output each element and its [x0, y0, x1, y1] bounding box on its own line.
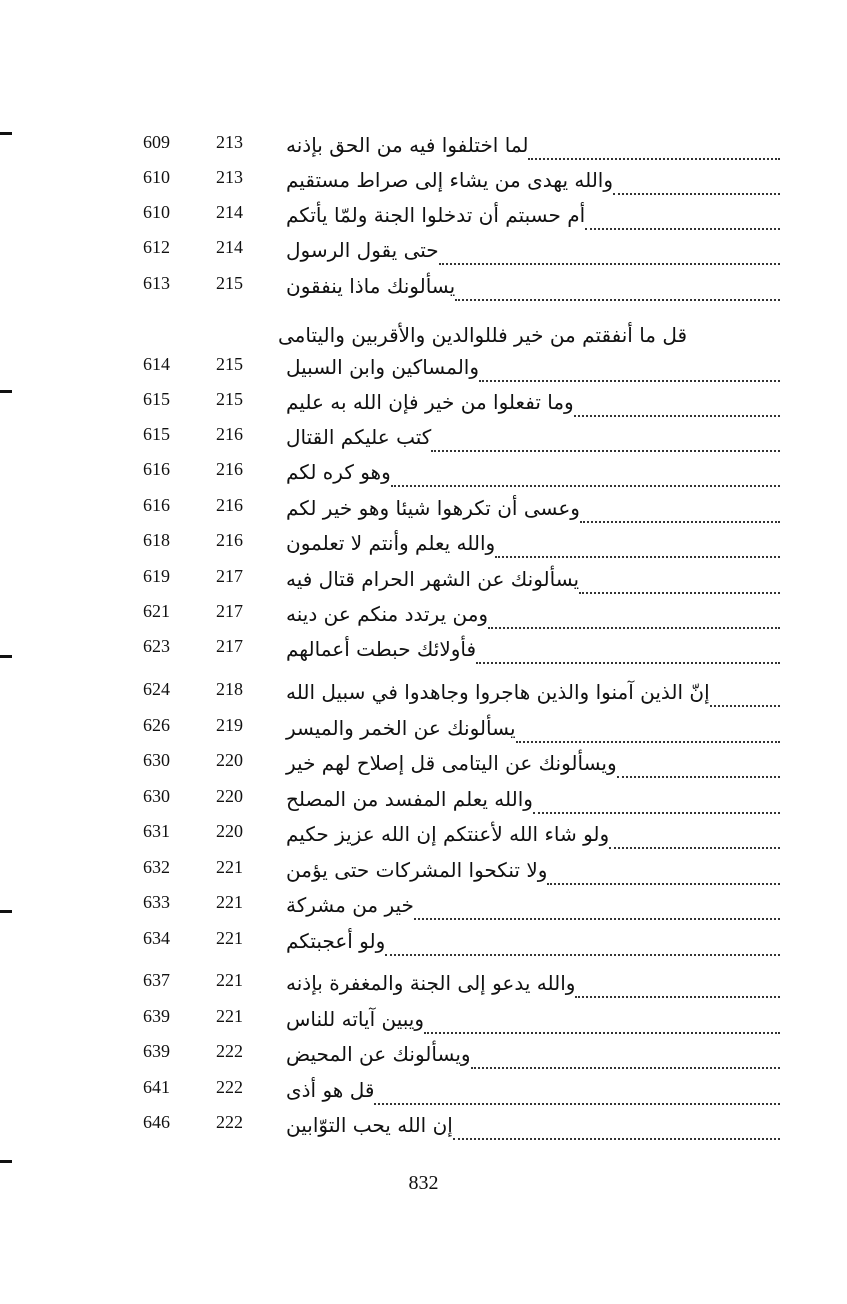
entry-text: يسألونك عن الخمر والميسر [286, 716, 516, 740]
reference-page-number: 612 [143, 237, 170, 257]
reference-page-number: 639 [143, 1041, 170, 1061]
toc-row [130, 924, 780, 958]
reference-page-number: 630 [143, 750, 170, 770]
toc-entry [278, 746, 780, 780]
entry-text: ومن يرتدد منكم عن دينه [286, 602, 489, 626]
dot-leader [533, 792, 780, 814]
toc-row [130, 853, 780, 887]
dot-leader [613, 173, 780, 195]
toc-entry [278, 1037, 780, 1071]
dot-leader [617, 756, 780, 778]
edge-mark [0, 655, 12, 658]
reference-page-number: 616 [143, 495, 170, 515]
toc-entry [278, 1002, 780, 1036]
toc-entry [278, 632, 780, 666]
reference-page-number: 646 [143, 1112, 170, 1132]
toc-entry [278, 711, 780, 745]
verse-number: 222 [216, 1077, 243, 1097]
toc-row [130, 233, 780, 267]
verse-number: 216 [216, 459, 243, 479]
toc-row-continued [130, 318, 780, 350]
verse-number: 213 [216, 167, 243, 187]
entry-text: وعسى أن تكرهوا شيئا وهو خير لكم [286, 496, 580, 520]
entry-text: ويبين آياته للناس [286, 1007, 424, 1031]
toc-entry [278, 1108, 780, 1142]
dot-leader [414, 898, 780, 920]
verse-number: 222 [216, 1112, 243, 1132]
verse-number: 221 [216, 892, 243, 912]
dot-leader [580, 501, 780, 523]
reference-page-number: 623 [143, 636, 170, 656]
reference-page-number: 634 [143, 928, 170, 948]
toc-row [130, 966, 780, 1000]
dot-leader [575, 976, 780, 998]
reference-page-number: 626 [143, 715, 170, 735]
toc-row [130, 675, 780, 709]
edge-mark [0, 1160, 12, 1163]
reference-page-number: 630 [143, 786, 170, 806]
dot-leader [385, 934, 780, 956]
toc-entry [278, 420, 780, 454]
toc-row [130, 163, 780, 197]
reference-page-number: 618 [143, 530, 170, 550]
toc-entry [278, 526, 780, 560]
toc-entry [278, 163, 780, 197]
verse-number: 215 [216, 273, 243, 293]
toc-entry [278, 1073, 780, 1107]
verse-number: 217 [216, 601, 243, 621]
verse-number: 215 [216, 354, 243, 374]
reference-page-number: 621 [143, 601, 170, 621]
entry-text: ولا تنكحوا المشركات حتى يؤمن [286, 858, 548, 882]
toc-row [130, 491, 780, 525]
entry-text: فأولائك حبطت أعمالهم [286, 637, 477, 661]
toc-entry [278, 491, 780, 525]
entry-text: قل ما أنفقتم من خير فللوالدين والأقربين واليتامى [278, 323, 688, 347]
entry-text: والله يدعو إلى الجنة والمغفرة بإذنه [286, 971, 576, 995]
dot-leader [453, 1118, 780, 1140]
entry-text: خير من مشركة [286, 893, 414, 917]
toc-row [130, 1037, 780, 1071]
dot-leader [439, 243, 780, 265]
dot-leader [479, 360, 780, 382]
verse-number: 221 [216, 1006, 243, 1026]
verse-number: 219 [216, 715, 243, 735]
toc-entry [278, 562, 780, 596]
entry-text: إنّ الذين آمنوا والذين هاجروا وجاهدوا في سبيل الله [286, 680, 710, 704]
toc-entry [278, 782, 780, 816]
entry-text: ويسألونك عن المحيض [286, 1042, 471, 1066]
toc-entry [278, 350, 780, 384]
entry-text: يسألونك ماذا ينفقون [286, 274, 456, 298]
entry-text: والله يعلم وأنتم لا تعلمون [286, 531, 496, 555]
dot-leader [574, 395, 780, 417]
entry-text: يسألونك عن الشهر الحرام قتال فيه [286, 567, 580, 591]
reference-page-number: 632 [143, 857, 170, 877]
dot-leader [431, 430, 780, 452]
reference-page-number: 615 [143, 424, 170, 444]
verse-number: 220 [216, 821, 243, 841]
toc-entry [278, 455, 780, 489]
toc-row [130, 1002, 780, 1036]
toc-row [130, 128, 780, 162]
dot-leader [547, 863, 780, 885]
toc-entry [278, 597, 780, 631]
edge-mark [0, 910, 12, 913]
dot-leader [488, 607, 780, 629]
toc-row [130, 632, 780, 666]
verse-number: 221 [216, 857, 243, 877]
entry-text: لما اختلفوا فيه من الحق بإذنه [286, 133, 529, 157]
entry-text: حتى يقول الرسول [286, 238, 439, 262]
dot-leader [471, 1047, 780, 1069]
page-number: 832 [408, 1172, 439, 1194]
entry-text: إن الله يحب التوّابين [286, 1113, 453, 1137]
reference-page-number: 631 [143, 821, 170, 841]
dot-leader [585, 208, 780, 230]
dot-leader [476, 642, 780, 664]
reference-page-number: 615 [143, 389, 170, 409]
toc-row [130, 597, 780, 631]
toc-entry [278, 966, 780, 1000]
entry-text: والله يهدى من يشاء إلى صراط مستقيم [286, 168, 614, 192]
entry-text: والمساكين وابن السبيل [286, 355, 480, 379]
entry-text: قل هو أذى [286, 1078, 375, 1102]
verse-number: 213 [216, 132, 243, 152]
toc-row [130, 562, 780, 596]
dot-leader [528, 138, 780, 160]
edge-mark [0, 390, 12, 393]
reference-page-number: 639 [143, 1006, 170, 1026]
toc-row [130, 1073, 780, 1107]
toc-entry [278, 128, 780, 162]
toc-entry [278, 853, 780, 887]
toc-row [130, 420, 780, 454]
verse-number: 214 [216, 237, 243, 257]
dot-leader [495, 536, 780, 558]
dot-leader [391, 465, 780, 487]
verse-number: 216 [216, 495, 243, 515]
reference-page-number: 624 [143, 679, 170, 699]
toc-row [130, 455, 780, 489]
toc-entry [278, 233, 780, 267]
toc-entry [278, 675, 780, 709]
entry-text: ولو شاء الله لأعنتكم إن الله عزيز حكيم [286, 822, 610, 846]
entry-text: كتب عليكم القتال [286, 425, 432, 449]
reference-page-number: 610 [143, 167, 170, 187]
verse-number: 222 [216, 1041, 243, 1061]
verse-number: 216 [216, 530, 243, 550]
reference-page-number: 613 [143, 273, 170, 293]
verse-number: 221 [216, 970, 243, 990]
verse-number: 215 [216, 389, 243, 409]
verse-number: 217 [216, 566, 243, 586]
toc-entry [278, 269, 780, 303]
entry-text: ويسألونك عن اليتامى قل إصلاح لهم خير [286, 751, 617, 775]
entry-text: والله يعلم المفسد من المصلح [286, 787, 533, 811]
dot-leader [374, 1083, 780, 1105]
toc-row [130, 269, 780, 303]
reference-page-number: 616 [143, 459, 170, 479]
toc-row [130, 746, 780, 780]
entry-text: وهو كره لكم [286, 460, 391, 484]
verse-number: 217 [216, 636, 243, 656]
reference-page-number: 633 [143, 892, 170, 912]
verse-number: 214 [216, 202, 243, 222]
verse-number: 218 [216, 679, 243, 699]
dot-leader [579, 572, 780, 594]
toc-row [130, 526, 780, 560]
verse-number: 216 [216, 424, 243, 444]
toc-entry [278, 198, 780, 232]
reference-page-number: 637 [143, 970, 170, 990]
toc-row [130, 782, 780, 816]
toc-entry [278, 817, 780, 851]
entry-text: ولو أعجبتكم [286, 929, 386, 953]
verse-number: 220 [216, 786, 243, 806]
toc-row [130, 711, 780, 745]
toc-row [130, 888, 780, 922]
verse-number: 220 [216, 750, 243, 770]
entry-text: أم حسبتم أن تدخلوا الجنة ولمّا يأتكم [286, 203, 586, 227]
reference-page-number: 619 [143, 566, 170, 586]
toc-entry [278, 924, 780, 958]
dot-leader [424, 1012, 780, 1034]
reference-page-number: 609 [143, 132, 170, 152]
toc-row [130, 385, 780, 419]
dot-leader [609, 827, 780, 849]
entry-text: وما تفعلوا من خير فإن الله به عليم [286, 390, 574, 414]
reference-page-number: 614 [143, 354, 170, 374]
toc-row [130, 1108, 780, 1142]
dot-leader [516, 721, 780, 743]
dot-leader [455, 279, 780, 301]
toc-entry [278, 385, 780, 419]
toc-row [130, 817, 780, 851]
edge-mark [0, 132, 12, 135]
toc-row [130, 350, 780, 384]
toc-entry [278, 888, 780, 922]
toc-row [130, 198, 780, 232]
dot-leader [710, 685, 780, 707]
reference-page-number: 641 [143, 1077, 170, 1097]
verse-number: 221 [216, 928, 243, 948]
toc-entry [278, 318, 780, 352]
reference-page-number: 610 [143, 202, 170, 222]
